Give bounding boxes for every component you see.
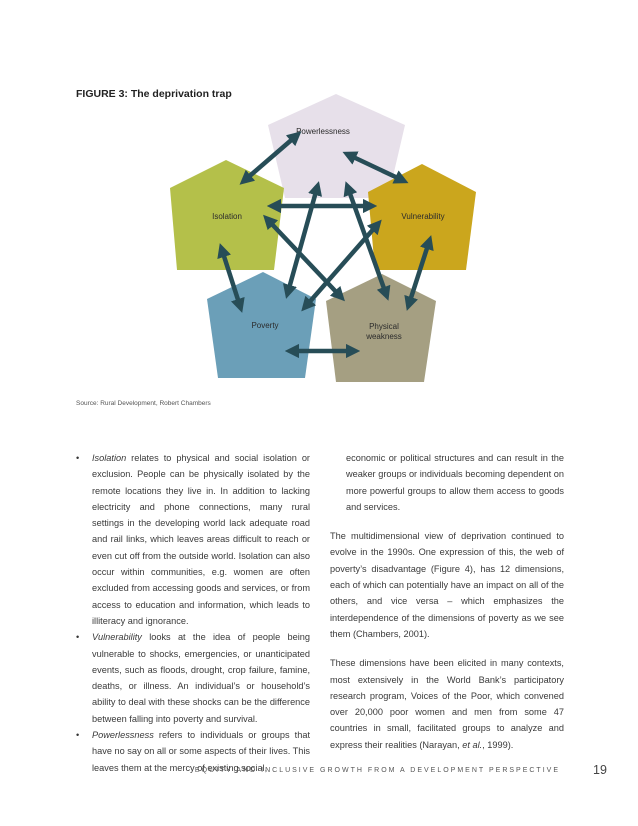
paragraph-dimensions-start: These dimensions have been elicited in many contexts, most extensively in the World Bank’s participatory research program, Voices of the Poor, which convened over 20,000 poor women and men from some 47 countries in small, facilitated groups to analyze and express their realities (Narayan, [330, 658, 564, 750]
bullet-list [76, 450, 310, 776]
deprivation-trap-diagram [0, 0, 638, 400]
label-powerlessness: Powerlessness [296, 127, 350, 136]
label-physical-weakness-line1: Physical [369, 322, 399, 331]
left-column [76, 450, 310, 776]
term-powerlessness: Powerlessness [92, 730, 154, 741]
label-physical-weakness-line2: weakness [366, 332, 402, 341]
term-isolation: Isolation [92, 453, 127, 463]
arrow-powerlessness-poverty [288, 188, 317, 292]
paragraph-dimensions [330, 655, 564, 753]
bullet-vulnerability [76, 629, 310, 727]
citation-et-al: et al. [462, 739, 483, 750]
bullet-continuation-list [330, 450, 564, 515]
paragraph-multidimensional: The multidimensional view of deprivation continued to evolve in the 1990s. One expression of this, the web of poverty’s disadvantage (Figure 4), has 12 dimensions, each of which can potentially have an impact on all of the others, and vice versa – which emphasizes the interdependence of the dimensions of poverty as we see them (Chambers, 2001). [330, 531, 564, 639]
label-vulnerability: Vulnerability [401, 212, 445, 221]
term-vulnerability: Vulnerability [92, 632, 142, 643]
label-poverty: Poverty [251, 321, 279, 330]
right-column [330, 450, 564, 766]
bullet-powerlessness-continuation [330, 450, 564, 515]
figure-source: Source: Rural Development, Robert Chambers [76, 400, 211, 407]
label-isolation: Isolation [212, 212, 242, 221]
pentagon-powerlessness [268, 94, 405, 198]
text-isolation: relates to physical and social isolation or exclusion. People can be physically isolated by the remote locations they live in. In addition to lacking electricity and phone connections, many rural settings in the developing world lack adequate road and rail links, which leaves areas difficult to reach or even cut off from the outside world. Isolation can also occur within communities, e.g. women are often excluded from accessing goods and services, or from access to education and information, which leads to illiteracy and ignorance. [92, 453, 310, 626]
text-powerlessness: refers to individuals or groups that have no say on all or some aspects of their lives. This leaves them at the mercy of existing social, [92, 730, 310, 773]
page-number: 19 [593, 763, 607, 777]
figure-title: FIGURE 3: The deprivation trap [76, 88, 232, 100]
paragraph-dimensions-end: , 1999). [482, 739, 514, 750]
text-vulnerability: looks at the idea of people being vulnerable to shocks, emergencies, or unanticipated events, such as floods, drought, crop failure, famine, deaths, or illness. An individual’s or household’s ability to deal with these shocks can be the difference between falling into poverty and survival. [92, 632, 310, 724]
running-title: EQUITY AND INCLUSIVE GROWTH FROM A DEVELOPMENT PERSPECTIVE [194, 767, 560, 774]
bullet-isolation [76, 450, 310, 629]
continuation-text: economic or political structures and can result in the weaker groups or individuals becoming dependent on more powerful groups to allow them access to goods and services. [346, 453, 564, 512]
